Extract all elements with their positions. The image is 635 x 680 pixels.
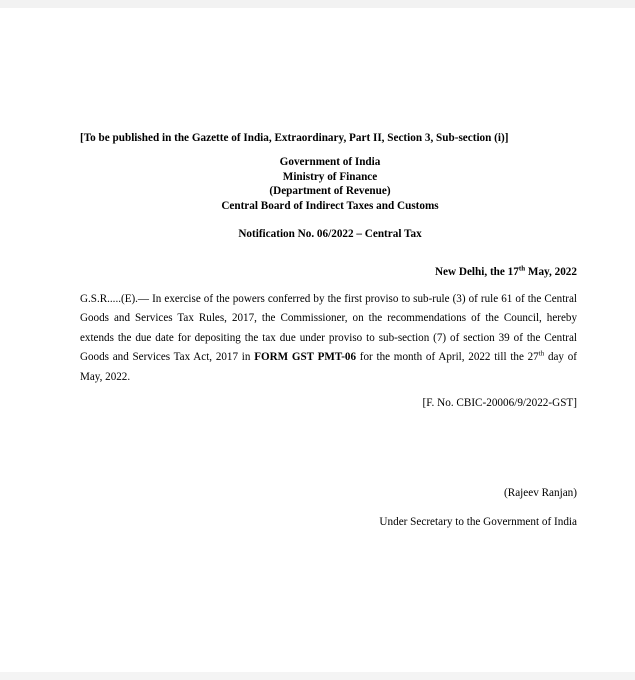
issuer-block: [180, 155, 480, 213]
dateline-prefix: New Delhi, the 17: [434, 266, 519, 278]
signatory-designation: Under Secretary to the Government of India: [379, 516, 577, 528]
form-name: FORM GST PMT-06: [254, 351, 357, 364]
gazette-note: [To be published in the Gazette of India, Extraordinary, Part II, Section 3, Sub-section (i)]: [80, 132, 509, 144]
department-line: (Department of Revenue): [269, 185, 391, 197]
dateline-sup: th: [518, 264, 526, 273]
body-part3: day of May, 2022.: [80, 351, 577, 383]
ministry-line: Ministry of Finance: [282, 170, 378, 183]
government-line: Government of India: [279, 156, 381, 168]
notification-body: [80, 290, 577, 387]
body-part1: G.S.R.....(E).— In exercise of the powers conferred by the first proviso to sub-rule (3) of rule 61 of the Central Goods and Services Tax Rules, 2017, the Commissioner, on the recommendations of the Council, hereby extends the due date for depositing the tax due under proviso to sub-section (7) of section 39 of the Central Goods and Services Tax Act, 2017 in: [80, 293, 577, 364]
body-sup: th: [538, 349, 545, 358]
dateline: [330, 265, 577, 279]
dateline-suffix: May, 2022: [525, 266, 577, 278]
signatory-name: (Rajeev Ranjan): [504, 487, 577, 499]
body-part2: for the month of April, 2022 till the 27: [356, 351, 539, 364]
page-bottom-edge: [0, 672, 635, 680]
notification-title: Notification No. 06/2022 – Central Tax: [238, 228, 422, 240]
board-line: Central Board of Indirect Taxes and Customs: [221, 199, 439, 212]
file-reference: [F. No. CBIC-20006/9/2022-GST]: [422, 397, 577, 409]
page-top-edge: [0, 0, 635, 8]
